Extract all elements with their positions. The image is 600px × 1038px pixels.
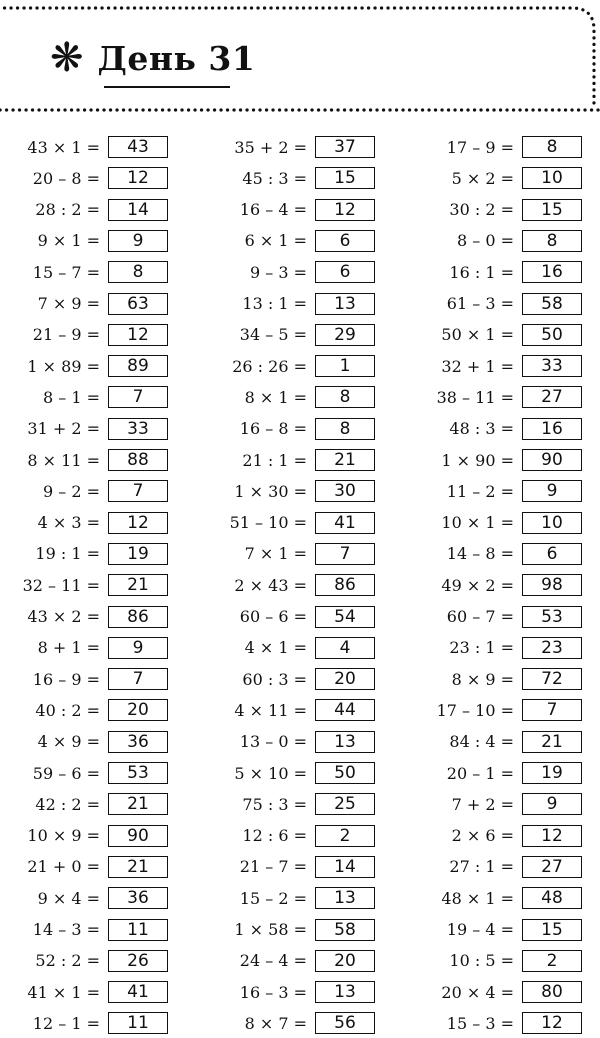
exercise-expression: 13 : 1 = (242, 294, 307, 313)
exercise-expression: 52 : 2 = (35, 951, 100, 971)
answer-box[interactable]: 25 (315, 793, 375, 815)
answer-box[interactable]: 36 (108, 887, 168, 909)
exercise-row (0, 542, 168, 566)
exercise-row (207, 792, 375, 816)
exercise-row (207, 824, 375, 848)
exercise-expression: 1 × 58 = (234, 920, 307, 939)
exercise-expression: 4 × 11 = (234, 700, 307, 720)
exercise-row (207, 730, 375, 754)
exercise-row (207, 886, 375, 910)
answer-box[interactable]: 13 (315, 731, 375, 753)
exercise-row (414, 1011, 582, 1035)
exercise-expression: 84 : 4 = (449, 732, 514, 752)
exercise-expression: 8 × 9 = (451, 669, 514, 689)
answer-box[interactable]: 21 (522, 731, 582, 753)
answer-box[interactable]: 15 (522, 199, 582, 221)
exercise-row (0, 636, 168, 660)
answer-box[interactable]: 36 (108, 731, 168, 753)
exercise-row (414, 448, 582, 472)
answer-box[interactable]: 19 (522, 762, 582, 784)
exercise-expression: 21 : 1 = (242, 450, 307, 470)
exercise-row (414, 949, 582, 973)
exercise-row (0, 824, 168, 848)
answer-box[interactable]: 16 (522, 261, 582, 283)
exercise-row (207, 949, 375, 973)
answer-box[interactable]: 27 (522, 856, 582, 878)
exercise-expression: 43 × 2 = (27, 607, 100, 626)
exercise-expression: 43 × 1 = (27, 137, 100, 157)
exercise-row (0, 448, 168, 472)
exercise-row (414, 730, 582, 754)
answer-box[interactable]: 98 (522, 574, 582, 596)
exercise-row (207, 605, 375, 629)
answer-box[interactable]: 13 (315, 981, 375, 1003)
exercise-row (414, 542, 582, 566)
exercise-expression: 8 – 1 = (42, 387, 100, 407)
answer-box[interactable]: 53 (108, 762, 168, 784)
answer-box[interactable]: 63 (108, 293, 168, 315)
answer-box[interactable]: 44 (315, 699, 375, 721)
exercise-expression: 15 – 2 = (239, 888, 307, 908)
exercise-row (0, 792, 168, 816)
exercise-row (207, 260, 375, 284)
exercise-row (207, 354, 375, 378)
exercise-expression: 32 + 1 = (441, 356, 514, 376)
answer-box[interactable]: 48 (522, 887, 582, 909)
exercise-expression: 20 – 8 = (32, 168, 100, 188)
exercise-expression: 8 × 11 = (27, 450, 100, 470)
exercise-expression: 1 × 89 = (27, 356, 100, 376)
answer-box[interactable]: 12 (108, 167, 168, 189)
answer-box[interactable]: 8 (108, 261, 168, 283)
exercise-expression: 8 × 7 = (244, 1013, 307, 1033)
exercise-expression: 61 – 3 = (446, 294, 514, 313)
exercise-expression: 7 + 2 = (451, 794, 514, 814)
exercise-row (0, 949, 168, 973)
exercise-expression: 12 : 6 = (242, 826, 307, 846)
exercise-expression: 45 : 3 = (242, 168, 307, 188)
title-underline (104, 86, 230, 88)
answer-box[interactable]: 10 (522, 512, 582, 534)
exercise-expression: 16 – 4 = (239, 200, 307, 220)
answer-box[interactable]: 7 (315, 543, 375, 565)
answer-box[interactable]: 4 (315, 637, 375, 659)
exercise-expression: 10 × 9 = (27, 826, 100, 846)
answer-box[interactable]: 6 (315, 230, 375, 252)
answer-box[interactable]: 72 (522, 668, 582, 690)
exercise-row (207, 229, 375, 253)
exercise-expression: 48 : 3 = (449, 419, 514, 439)
answer-box[interactable]: 23 (522, 637, 582, 659)
answer-box[interactable]: 15 (315, 167, 375, 189)
exercise-row (207, 198, 375, 222)
exercise-row (0, 1011, 168, 1035)
exercise-expression: 6 × 1 = (244, 231, 307, 251)
exercise-row (0, 260, 168, 284)
answer-box[interactable]: 12 (108, 512, 168, 534)
exercise-row (414, 229, 582, 253)
answer-box[interactable]: 53 (522, 606, 582, 628)
exercise-expression: 10 : 5 = (449, 951, 514, 971)
answer-box[interactable]: 86 (108, 606, 168, 628)
exercise-row (0, 605, 168, 629)
exercise-row (0, 417, 168, 441)
answer-box[interactable]: 7 (108, 668, 168, 690)
exercise-expression: 17 – 10 = (436, 700, 514, 720)
exercise-expression: 23 : 1 = (449, 638, 514, 658)
exercise-expression: 5 × 2 = (451, 168, 514, 188)
exercise-expression: 9 – 3 = (249, 262, 307, 282)
exercise-row (414, 792, 582, 816)
exercise-row (0, 511, 168, 535)
answer-box[interactable]: 8 (315, 418, 375, 440)
exercise-expression: 40 : 2 = (35, 700, 100, 720)
exercise-row (414, 511, 582, 535)
exercise-row (207, 135, 375, 159)
answer-box[interactable]: 89 (108, 355, 168, 377)
exercise-expression: 16 – 9 = (32, 669, 100, 689)
answer-box[interactable]: 50 (522, 324, 582, 346)
exercise-expression: 4 × 9 = (37, 732, 100, 752)
exercise-row (207, 667, 375, 691)
answer-box[interactable]: 19 (108, 543, 168, 565)
answer-box[interactable]: 2 (522, 950, 582, 972)
exercise-row (0, 698, 168, 722)
answer-box[interactable]: 21 (108, 574, 168, 596)
exercise-row (414, 198, 582, 222)
answer-box[interactable]: 43 (108, 136, 168, 158)
exercise-row (414, 385, 582, 409)
answer-box[interactable]: 15 (522, 919, 582, 941)
exercise-row (414, 698, 582, 722)
exercise-expression: 16 : 1 = (449, 262, 514, 282)
exercise-expression: 8 + 1 = (37, 638, 100, 658)
exercise-row (414, 667, 582, 691)
answer-box[interactable]: 9 (522, 793, 582, 815)
exercise-row (0, 730, 168, 754)
exercise-row (414, 260, 582, 284)
exercise-row (414, 824, 582, 848)
answer-box[interactable]: 12 (315, 199, 375, 221)
exercise-row (0, 918, 168, 942)
exercise-expression: 5 × 10 = (234, 763, 307, 783)
answer-box[interactable]: 20 (108, 699, 168, 721)
answer-box[interactable]: 58 (522, 293, 582, 315)
exercise-expression: 15 – 3 = (446, 1013, 514, 1033)
answer-box[interactable]: 13 (315, 887, 375, 909)
exercise-expression: 27 : 1 = (449, 857, 514, 877)
exercise-row (0, 166, 168, 190)
exercise-row (0, 135, 168, 159)
answer-box[interactable]: 14 (315, 856, 375, 878)
answer-box[interactable]: 16 (522, 418, 582, 440)
title-row (50, 36, 255, 80)
answer-box[interactable]: 10 (522, 167, 582, 189)
exercise-expression: 51 – 10 = (229, 513, 307, 533)
answer-box[interactable]: 7 (108, 480, 168, 502)
exercise-row (414, 636, 582, 660)
exercise-expression: 50 × 1 = (441, 325, 514, 345)
answer-box[interactable]: 12 (108, 324, 168, 346)
exercise-expression: 14 – 3 = (32, 920, 100, 939)
exercise-row (414, 479, 582, 503)
answer-box[interactable]: 33 (522, 355, 582, 377)
answer-box[interactable]: 37 (315, 136, 375, 158)
answer-box[interactable]: 56 (315, 1012, 375, 1034)
exercise-expression: 21 + 0 = (27, 857, 100, 877)
answer-box[interactable]: 14 (108, 199, 168, 221)
exercise-row (0, 229, 168, 253)
answer-box[interactable]: 9 (522, 480, 582, 502)
answer-box[interactable]: 20 (315, 950, 375, 972)
answer-box[interactable]: 9 (108, 637, 168, 659)
answer-box[interactable]: 11 (108, 919, 168, 941)
answer-box[interactable]: 88 (108, 449, 168, 471)
exercise-expression: 21 – 7 = (239, 857, 307, 877)
exercise-expression: 60 : 3 = (242, 669, 307, 689)
exercise-expression: 38 – 11 = (436, 387, 514, 407)
exercise-row (207, 855, 375, 879)
answer-box[interactable]: 90 (108, 825, 168, 847)
exercise-row (0, 980, 168, 1004)
answer-box[interactable]: 8 (315, 386, 375, 408)
exercise-row (207, 292, 375, 316)
exercise-row (414, 166, 582, 190)
exercise-row (414, 605, 582, 629)
exercise-expression: 2 × 43 = (234, 575, 307, 595)
exercise-row (414, 918, 582, 942)
exercise-expression: 9 × 4 = (37, 888, 100, 908)
exercise-expression: 4 × 3 = (37, 513, 100, 533)
exercise-row (0, 354, 168, 378)
exercise-row (0, 886, 168, 910)
answer-box[interactable]: 20 (315, 668, 375, 690)
answer-box[interactable]: 1 (315, 355, 375, 377)
exercise-expression: 60 – 6 = (239, 607, 307, 626)
exercise-row (0, 385, 168, 409)
answer-box[interactable]: 7 (108, 386, 168, 408)
exercise-expression: 59 – 6 = (32, 763, 100, 783)
exercise-row (207, 323, 375, 347)
exercise-row (414, 354, 582, 378)
page-title: День 31 (97, 38, 256, 78)
answer-box[interactable]: 2 (315, 825, 375, 847)
exercise-row (414, 323, 582, 347)
exercise-expression: 28 : 2 = (35, 200, 100, 220)
exercise-expression: 34 – 5 = (239, 325, 307, 345)
answer-box[interactable]: 27 (522, 386, 582, 408)
exercise-expression: 32 – 11 = (22, 575, 100, 595)
exercise-expression: 9 – 2 = (42, 481, 100, 501)
exercise-expression: 35 + 2 = (234, 137, 307, 157)
exercise-row (414, 135, 582, 159)
answer-box[interactable]: 21 (108, 856, 168, 878)
exercise-row (207, 511, 375, 535)
answer-box[interactable]: 11 (108, 1012, 168, 1034)
answer-box[interactable]: 8 (522, 136, 582, 158)
exercise-expression: 2 × 6 = (451, 826, 514, 846)
answer-box[interactable]: 58 (315, 919, 375, 941)
exercise-row (414, 761, 582, 785)
exercise-expression: 75 : 3 = (242, 794, 307, 814)
answer-box[interactable]: 8 (522, 230, 582, 252)
exercise-expression: 17 – 9 = (446, 137, 514, 157)
exercise-expression: 48 × 1 = (441, 888, 514, 908)
exercise-expression: 8 – 0 = (456, 231, 514, 251)
exercise-row (414, 980, 582, 1004)
exercise-row (207, 479, 375, 503)
exercise-row (207, 980, 375, 1004)
answer-box[interactable]: 33 (108, 418, 168, 440)
answer-box[interactable]: 21 (108, 793, 168, 815)
answer-box[interactable]: 9 (108, 230, 168, 252)
exercise-expression: 8 × 1 = (244, 387, 307, 407)
exercise-row (0, 323, 168, 347)
exercise-row (207, 417, 375, 441)
answer-box[interactable]: 26 (108, 950, 168, 972)
exercise-expression: 24 – 4 = (239, 951, 307, 971)
exercise-row (0, 855, 168, 879)
answer-box[interactable]: 21 (315, 449, 375, 471)
exercise-row (414, 417, 582, 441)
exercise-expression: 20 – 1 = (446, 763, 514, 783)
exercise-row (0, 479, 168, 503)
asterisk-icon: ❋ (50, 35, 84, 81)
answer-box[interactable]: 41 (315, 512, 375, 534)
answer-box[interactable]: 54 (315, 606, 375, 628)
exercise-expression: 49 × 2 = (441, 575, 514, 595)
exercise-expression: 60 – 7 = (446, 607, 514, 626)
answer-box[interactable]: 50 (315, 762, 375, 784)
exercise-expression: 11 – 2 = (446, 481, 514, 501)
exercise-row (0, 198, 168, 222)
exercise-row (207, 1011, 375, 1035)
exercise-row (414, 855, 582, 879)
exercise-row (207, 636, 375, 660)
exercise-expression: 10 × 1 = (441, 513, 514, 533)
exercise-expression: 30 : 2 = (449, 200, 514, 220)
exercise-row (0, 573, 168, 597)
answer-box[interactable]: 12 (522, 1012, 582, 1034)
answer-box[interactable]: 29 (315, 324, 375, 346)
answer-box[interactable]: 80 (522, 981, 582, 1003)
answer-box[interactable]: 41 (108, 981, 168, 1003)
exercise-row (207, 385, 375, 409)
exercise-expression: 4 × 1 = (244, 638, 307, 658)
exercise-row (207, 448, 375, 472)
answer-box[interactable]: 7 (522, 699, 582, 721)
exercise-row (0, 292, 168, 316)
exercise-expression: 16 – 3 = (239, 982, 307, 1002)
exercise-row (0, 761, 168, 785)
exercise-expression: 26 : 26 = (232, 356, 307, 376)
exercise-row (207, 761, 375, 785)
exercise-expression: 42 : 2 = (35, 794, 100, 814)
exercise-expression: 19 : 1 = (35, 544, 100, 564)
answer-box[interactable]: 12 (522, 825, 582, 847)
exercise-row (207, 918, 375, 942)
answer-box[interactable]: 6 (315, 261, 375, 283)
exercise-expression: 31 + 2 = (27, 419, 100, 439)
exercise-expression: 14 – 8 = (446, 544, 514, 564)
exercise-row (207, 698, 375, 722)
exercise-expression: 19 – 4 = (446, 920, 514, 939)
exercise-row (207, 573, 375, 597)
exercise-row (414, 292, 582, 316)
answer-box[interactable]: 13 (315, 293, 375, 315)
answer-box[interactable]: 6 (522, 543, 582, 565)
exercise-expression: 20 × 4 = (441, 982, 514, 1002)
exercise-row (414, 573, 582, 597)
exercise-expression: 9 × 1 = (37, 231, 100, 251)
exercise-row (207, 542, 375, 566)
exercise-expression: 7 × 1 = (244, 544, 307, 564)
exercise-expression: 13 – 0 = (239, 732, 307, 752)
answer-box[interactable]: 90 (522, 449, 582, 471)
page-header (0, 0, 600, 115)
exercise-expression: 15 – 7 = (32, 262, 100, 282)
exercise-expression: 7 × 9 = (37, 294, 100, 313)
exercise-expression: 21 – 9 = (32, 325, 100, 345)
answer-box[interactable]: 86 (315, 574, 375, 596)
exercise-expression: 1 × 30 = (234, 481, 307, 501)
exercise-row (207, 166, 375, 190)
exercise-expression: 41 × 1 = (27, 982, 100, 1002)
exercise-expression: 1 × 90 = (441, 450, 514, 470)
exercise-expression: 12 – 1 = (32, 1013, 100, 1033)
exercise-expression: 16 – 8 = (239, 419, 307, 439)
exercise-row (0, 667, 168, 691)
exercise-row (414, 886, 582, 910)
answer-box[interactable]: 30 (315, 480, 375, 502)
